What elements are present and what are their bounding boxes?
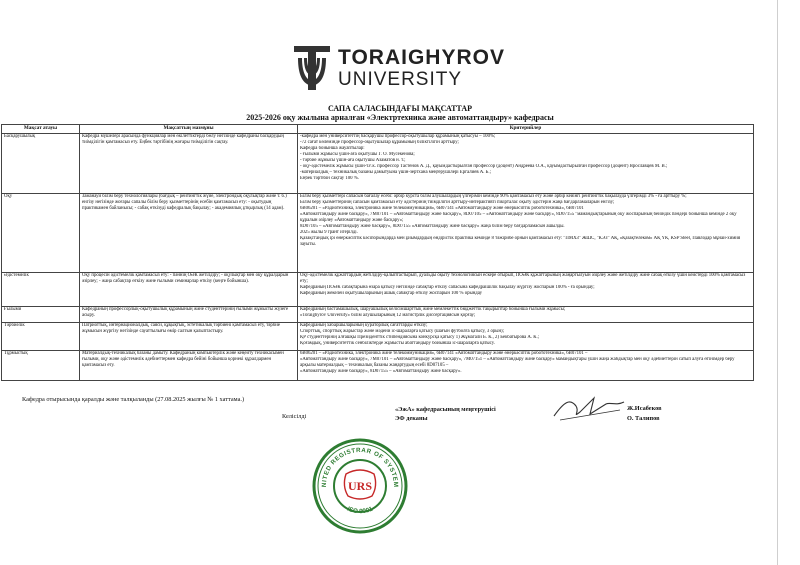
- dean-name: О. Талипов: [627, 415, 660, 422]
- goal-criteria: [298, 323, 754, 351]
- goal-name: Басқарушылық: [2, 134, 80, 194]
- criteria-line: 2025 жылы 9 грант игерілді.: [300, 230, 358, 235]
- table-row: [2, 307, 754, 323]
- logo-mark-icon: [290, 40, 334, 96]
- column-header-content: Мақсаттың мазмұны: [80, 125, 298, 134]
- criteria-line: 6В06201 – «Радиотехника, электроника және телекоммуникация», 6В07141 «Автоматтандыру және өнеркәсіптік робототехника», 6В07101 –: [300, 351, 588, 356]
- criteria-line: Кафедра бойынша жауаптылар:: [300, 146, 365, 151]
- criteria-line: ҚР студенттерінің алғашқы Президенттік стипендиясына конкурсқа қатысу 1) Жұмагали Б. К., 2) Бекбатырова А. К.;: [300, 335, 539, 340]
- agreed-label: Келісілді: [282, 413, 307, 420]
- table-row: [2, 273, 754, 307]
- goal-name: Оқу: [2, 194, 80, 273]
- page-edge: [777, 0, 778, 565]
- goal-criteria: [298, 194, 754, 273]
- logo-line-2: UNIVERSITY: [338, 69, 463, 90]
- criteria-line: Қазақстандық ірі өнеркәсіптік кәсіпорындарда мен ұйымдардың өндірістік практика кемінде 8 тәжірибе орнын қамтамасыз ету: "ПМХЗ" ЖШС, "КЭЗ" АҚ, «Қазақтелеком» АҚ ҮК, KSP Steel, Павлодар мұнай-химия зауыты.: [300, 236, 741, 247]
- criteria-line: «Toraighyrov University» білім алушыларының 12 магистрлік диссертациясын қорғау;: [300, 313, 476, 318]
- goal-name: Ғылыми: [2, 307, 80, 323]
- university-logo: [290, 40, 520, 96]
- head-of-department-title: «ЭжА» кафедрасының меңгерушісі: [395, 406, 496, 413]
- criteria-line: - оқу-әдістемелік жұмысы үшін-т.ғ.к. профессор Тастенов А. Д., қауымдастырылған профессор (доцент) Андреева О.А., қауымдастырылған профессор (доцент) Ярославцев М. В.;: [300, 164, 668, 169]
- goal-content: Кафедраның профессорлық-оқытушылық құрамының және студенттерінің ғылыми жұмысты жүзеге асыру.: [80, 307, 298, 323]
- seal-icon: [312, 438, 408, 534]
- seal-top-text: NITED REGISTRAR OF SYSTEM: [320, 446, 400, 488]
- table-header-row: [2, 125, 754, 134]
- criteria-line: Кафедраның хабаршыларының кураторлық сағаттарды өткізу;: [300, 323, 428, 328]
- goal-name: Әдістемелік: [2, 273, 80, 307]
- meeting-note: Кафедра отырысында қаралды және талқыланды (27.08.2025 жылғы № 1 хаттама.): [22, 396, 245, 403]
- head-of-department-name: Ж.Исабеков: [627, 405, 662, 412]
- dean-title: ЭФ деканы: [395, 415, 428, 422]
- table-row: [2, 351, 754, 381]
- goal-criteria: [298, 134, 754, 194]
- goal-content: Заманауи білім беру технологиялары (бағдық – рейтингтік жүйе, электрондық оқулықтар және т. б.) енгізу негізінде жоғары сапалы білім беру қызметтерінің есебін қамтамасыз ету: - оқытудың практикамен байланысы; - сабақ өткізуді кафедралық бақылау; - академиялық ұтқырлық (14 адам).: [80, 194, 298, 273]
- goal-criteria: [298, 307, 754, 323]
- goal-content: Патриоттық, интернационалдық, саяси, құқықтық, эстетикалық тәрбиені қамтамасыз ету, тәрбие жұмысын жүргізу негізінде сауаттылығы өмір салтын қалыптастыру.: [80, 323, 298, 351]
- column-header-goal: Мақсат атауы: [2, 125, 80, 134]
- criteria-line: «Автоматтандыру және басқару», 7М07101 – «Автоматтандыру және басқару», 7М07151 – «Автоматтандыру және басқару» мамандықтары үшін жаңа жабдықтар мен оқу әдебиеттерін сатып алуға өтінімдер беру арқылы материалдық – техникалық базаны жаңартудың есебі 8D07105 –: [300, 357, 735, 368]
- table-row: [2, 194, 754, 273]
- criteria-line: Кафедраның бастамашылық, шаруашылық келісімшарттық және мемлекеттік бюджеттік тақырыптар бойынша ғылыми жұмысы;: [300, 307, 566, 312]
- criteria-line: Спорттық, спорттық жарыстар және мәдени іс-шараларға қатысу (шағын футболға қатысу, 3 орын);: [300, 329, 504, 334]
- criteria-line: «Автоматтандыру және басқару», 7М07101 – «Автоматтандыру және басқару», 8D07105 – «Автоматтандыру және басқару», 8D07155 "мамандықтарының оқу жоспарының бейіндік пәндері бойынша кемінде 2 оқу құралын әзірлеу «Автоматтандыру және басқару»;: [300, 212, 737, 223]
- criteria-line: - тәрбие жұмысы үшін-аға оқытушы Азаматов н. т.;: [300, 158, 406, 163]
- handwritten-signature-icon: [550, 392, 628, 424]
- criteria-line: «Автоматтандыру және басқару», 8D07155 – «Автоматтандыру және басқару».: [300, 369, 462, 374]
- criteria-line: -кафедра мен университеттің басқарушы профессор-оқытушылар құрамының қатысуы – 100%;: [300, 134, 496, 139]
- seal-center-text: URS: [347, 479, 373, 493]
- goal-criteria: [298, 351, 754, 381]
- criteria-line: Кафедраның жекелей оқытушыларының ашық сабақтар өткізу жоспарын 100 % орындау: [300, 291, 483, 296]
- criteria-line: 6В06201 – «Радиотехника, электроника және телекоммуникация», 6В07141 «Автоматтандыру және өнеркәсіптік робототехника», 6В07101: [300, 206, 584, 211]
- goal-content: Материалдық-техникалық базаны дамыту. Кафедраның компьютерлік және кеңейту техникасымен ғылыми, оқу және әдістемелік әдебиеттермен кафедра бейіні бойынша қорнекі құралдармен қамтамасыз ету.: [80, 351, 298, 381]
- criteria-line: Кафедраның ПОӘК сабақтарына өзара қатысу негізінде сабақтар өткізу сапасына кафедраішілік бақылау жүргізу жоспарын 100% - ға орындау;: [300, 285, 595, 290]
- criteria-line: Оқу-әдістемелік құжаттардың жетілдіру-қалыптастырып, дуальды оқыту технологиясын ескере отырып, ПОӘК құжаттарының жаңартылуын әзірлеу және жетілдіру және сабақ өткізу үшін кейстерді 100% қамтамасыз ету;: [300, 273, 746, 284]
- criteria-line: -72 сағат көлемінде профессор-оқытушылар құрамының біліктілігін арттыру;: [300, 140, 459, 145]
- criteria-line: Еңбек тәртібін сақтау 100 %.: [300, 176, 359, 181]
- criteria-line: Білім беру қызметтері сапасын бағалау есебі: әрбір курста білім алушылардың үлгерімін кемінде 90% қамтамасыз ету және әрбір кейінгі рейтингтік бақылауда үлгерімді 3% - ға арттыру %;: [300, 194, 687, 199]
- criteria-line: 8D07105 – «Автоматтандыру және басқару», 8D07155 «Автоматтандыру және басқару» жаңа білім беру бағдарламасын ашылды.: [300, 224, 565, 229]
- criteria-line: - ғылыми жұмысы үшін-аға оқытушы Г. О. Мусекенова;: [300, 152, 415, 157]
- goal-name: Тұрмыстық: [2, 351, 80, 381]
- table-row: [2, 323, 754, 351]
- column-header-criteria: Критерийлер: [298, 125, 754, 134]
- goal-content: Кафедра мүшелері арасында функциялар мен өкілеттіктерді бөлу негізінде кафедраны басқарудың тиімділігін қамтамасыз ету. Еңбек тәртібінің жоғары тиімділігін сақтау.: [80, 134, 298, 194]
- criteria-line: Қоғамдық, университеттік сенбіліктерде жұмысты абаттандыру бойынша іс-шараларға қатысу.: [300, 341, 495, 346]
- table-row: [2, 134, 754, 194]
- goal-name: Тәрбиелік: [2, 323, 80, 351]
- document-subtitle: 2025-2026 оқу жылына арналған «Электртехника және автоматтандыру» кафедрасы: [246, 113, 554, 122]
- criteria-line: Білім беру қызметтерінің сапасын қамтамасыз ету әдістерінің тиімділігін арттыру-интерактивті пікірталас оқыту әдістерін жаңа бағдарламаларын енгізу;: [300, 200, 615, 205]
- criteria-line: -материалдық – техникалық базаны дамытуына үшін-зертхана меңгерушілері Ергалиев А. Б.;: [300, 170, 491, 175]
- iso-certification-seal: [312, 438, 408, 534]
- document-title: САПА САЛАСЫНДАҒЫ МАҚСАТТАР: [327, 104, 473, 113]
- seal-bottom-text: ISO 9001: [346, 505, 374, 516]
- goals-table: [1, 124, 754, 381]
- goal-criteria: [298, 273, 754, 307]
- goal-content: Оқу процесін әдістемелік қамтамасыз ету: - пәннің ОӘК жетілдіру; - оқулықтар мен оқу құралдарын әзірлеу; - жаңа сабақтар өткізу және ғылыми семинарлар өткізу (кеңге бойынша).: [80, 273, 298, 307]
- logo-line-1: TORAIGHYROV: [338, 46, 505, 69]
